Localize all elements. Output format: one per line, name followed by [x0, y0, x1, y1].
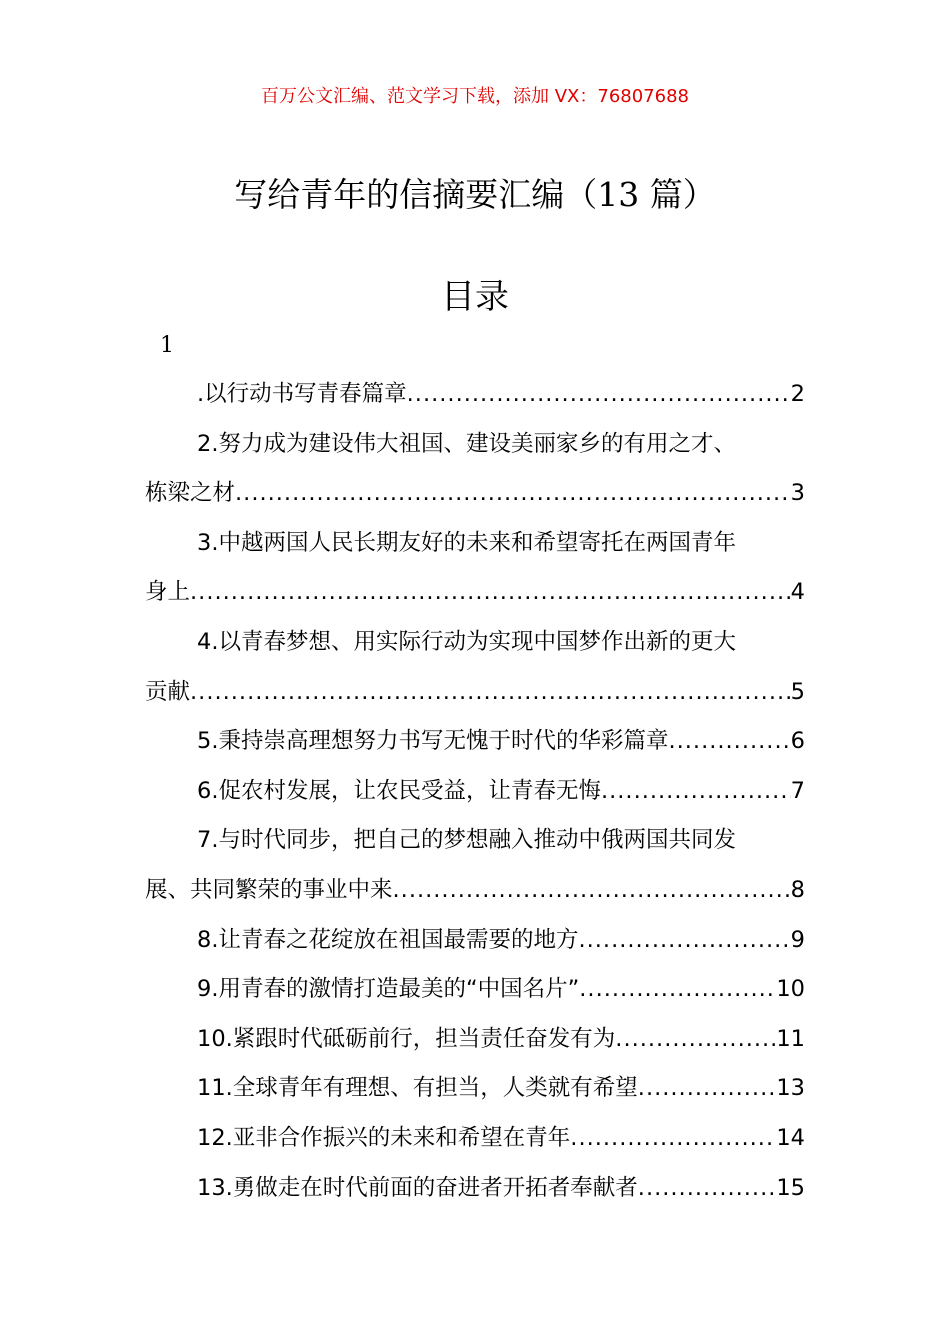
toc-entry-title: .以行动书写青春篇章: [197, 381, 407, 407]
toc-leader-dots: [668, 717, 790, 767]
toc-entry-title: 身上: [145, 579, 191, 606]
stray-number: 1: [160, 333, 174, 358]
toc-leader-dots: [190, 568, 791, 618]
toc-page-number: 9: [790, 926, 805, 953]
toc-entry[interactable]: [145, 965, 805, 1015]
toc-leader-dots: [578, 916, 790, 966]
toc-entry[interactable]: [145, 519, 805, 618]
document-title: [0, 170, 950, 220]
toc-line: [145, 568, 805, 618]
title-main: 写给青年的信摘要汇编（: [234, 175, 598, 214]
toc-page-number: 5: [790, 678, 805, 705]
toc-entry-title: 5.秉持崇高理想努力书写无愧于时代的华彩篇章: [197, 728, 669, 755]
toc-entry-title: 11.全球青年有理想、有担当，人类就有希望: [197, 1075, 638, 1102]
toc-line: [145, 717, 805, 767]
toc-entry-title: 3.中越两国人民长期友好的未来和希望寄托在两国青年: [197, 529, 736, 556]
toc-entry[interactable]: [145, 1164, 805, 1214]
toc-line: [145, 1114, 805, 1164]
toc-entry-title: 12.亚非合作振兴的未来和希望在青年: [197, 1124, 571, 1151]
toc-leader-dots: [638, 1064, 777, 1114]
toc-line: [145, 469, 805, 519]
toc-page-number: 15: [776, 1174, 805, 1201]
toc-line: [145, 767, 805, 817]
toc-entry[interactable]: [145, 618, 805, 717]
toc-line: [145, 668, 805, 718]
toc-entry-title: 展、共同繁荣的事业中来: [145, 876, 393, 903]
toc-leader-dots: [638, 1164, 777, 1214]
toc-entry[interactable]: [145, 717, 805, 767]
toc-line: [145, 1164, 805, 1214]
toc-line: [145, 1015, 805, 1065]
toc-leader-dots: [615, 1015, 776, 1065]
toc-leader-dots: [601, 767, 791, 817]
toc-line: [145, 816, 805, 866]
toc-leader-dots: [407, 370, 791, 420]
toc-line: [145, 965, 805, 1015]
toc-line: [145, 1064, 805, 1114]
toc-leader-dots: [190, 668, 791, 718]
header-note: 百万公文汇编、范文学习下载，添加 VX：76807688: [261, 86, 689, 107]
toc-entry[interactable]: [145, 420, 805, 519]
toc-leader-dots: [570, 1114, 776, 1164]
toc-page-number: 10: [776, 976, 805, 1003]
toc-page-number: 13: [776, 1075, 805, 1102]
toc-leader-dots: [579, 965, 776, 1015]
toc-entry[interactable]: [145, 1114, 805, 1164]
toc-entry-title: 13.勇做走在时代前面的奋进者开拓者奉献者: [197, 1174, 638, 1201]
toc-line: [145, 916, 805, 966]
toc-entry-title: 9.用青春的激情打造最美的“中国名片”: [197, 976, 580, 1003]
toc-entry[interactable]: [145, 370, 805, 420]
toc-leader-dots: [393, 866, 791, 916]
toc-line: [145, 519, 805, 569]
toc-entry-title: 2.努力成为建设伟大祖国、建设美丽家乡的有用之才、: [197, 430, 736, 457]
toc-page-number: 4: [790, 579, 805, 606]
toc-leader-dots: [235, 469, 791, 519]
toc-line: [145, 370, 805, 420]
toc-entry[interactable]: [145, 767, 805, 817]
toc-page-number: 3: [790, 480, 805, 507]
toc-page-number: 2: [790, 381, 805, 407]
toc-entry-title: 6.促农村发展，让农民受益，让青春无悔: [197, 777, 601, 804]
toc-page-number: 6: [790, 728, 805, 755]
toc-line: [145, 618, 805, 668]
toc-line: [145, 866, 805, 916]
toc-entry-title: 7.与时代同步，把自己的梦想融入推动中俄两国共同发: [197, 827, 736, 854]
toc-entry-title: 4.以青春梦想、用实际行动为实现中国梦作出新的更大: [197, 628, 736, 655]
toc-page-number: 8: [790, 876, 805, 903]
toc-entry-title: 10.紧跟时代砥砺前行，担当责任奋发有为: [197, 1025, 616, 1052]
toc-entry[interactable]: [145, 916, 805, 966]
toc-page-number: 11: [776, 1025, 805, 1052]
toc-entry-title: 栋梁之材: [145, 480, 236, 507]
toc-page-number: 14: [776, 1124, 805, 1151]
toc-line: [145, 420, 805, 470]
table-of-contents: [145, 370, 805, 1213]
toc-entry[interactable]: [145, 1064, 805, 1114]
toc-heading: 目录: [441, 277, 509, 317]
toc-entry[interactable]: [145, 816, 805, 915]
title-end: 篇）: [639, 175, 716, 214]
toc-entry-title: 8.让青春之花绽放在祖国最需要的地方: [197, 926, 579, 953]
title-number: 13: [597, 175, 640, 214]
toc-entry-title: 贡献: [145, 678, 191, 705]
toc-entry[interactable]: [145, 1015, 805, 1065]
toc-page-number: 7: [790, 777, 805, 804]
